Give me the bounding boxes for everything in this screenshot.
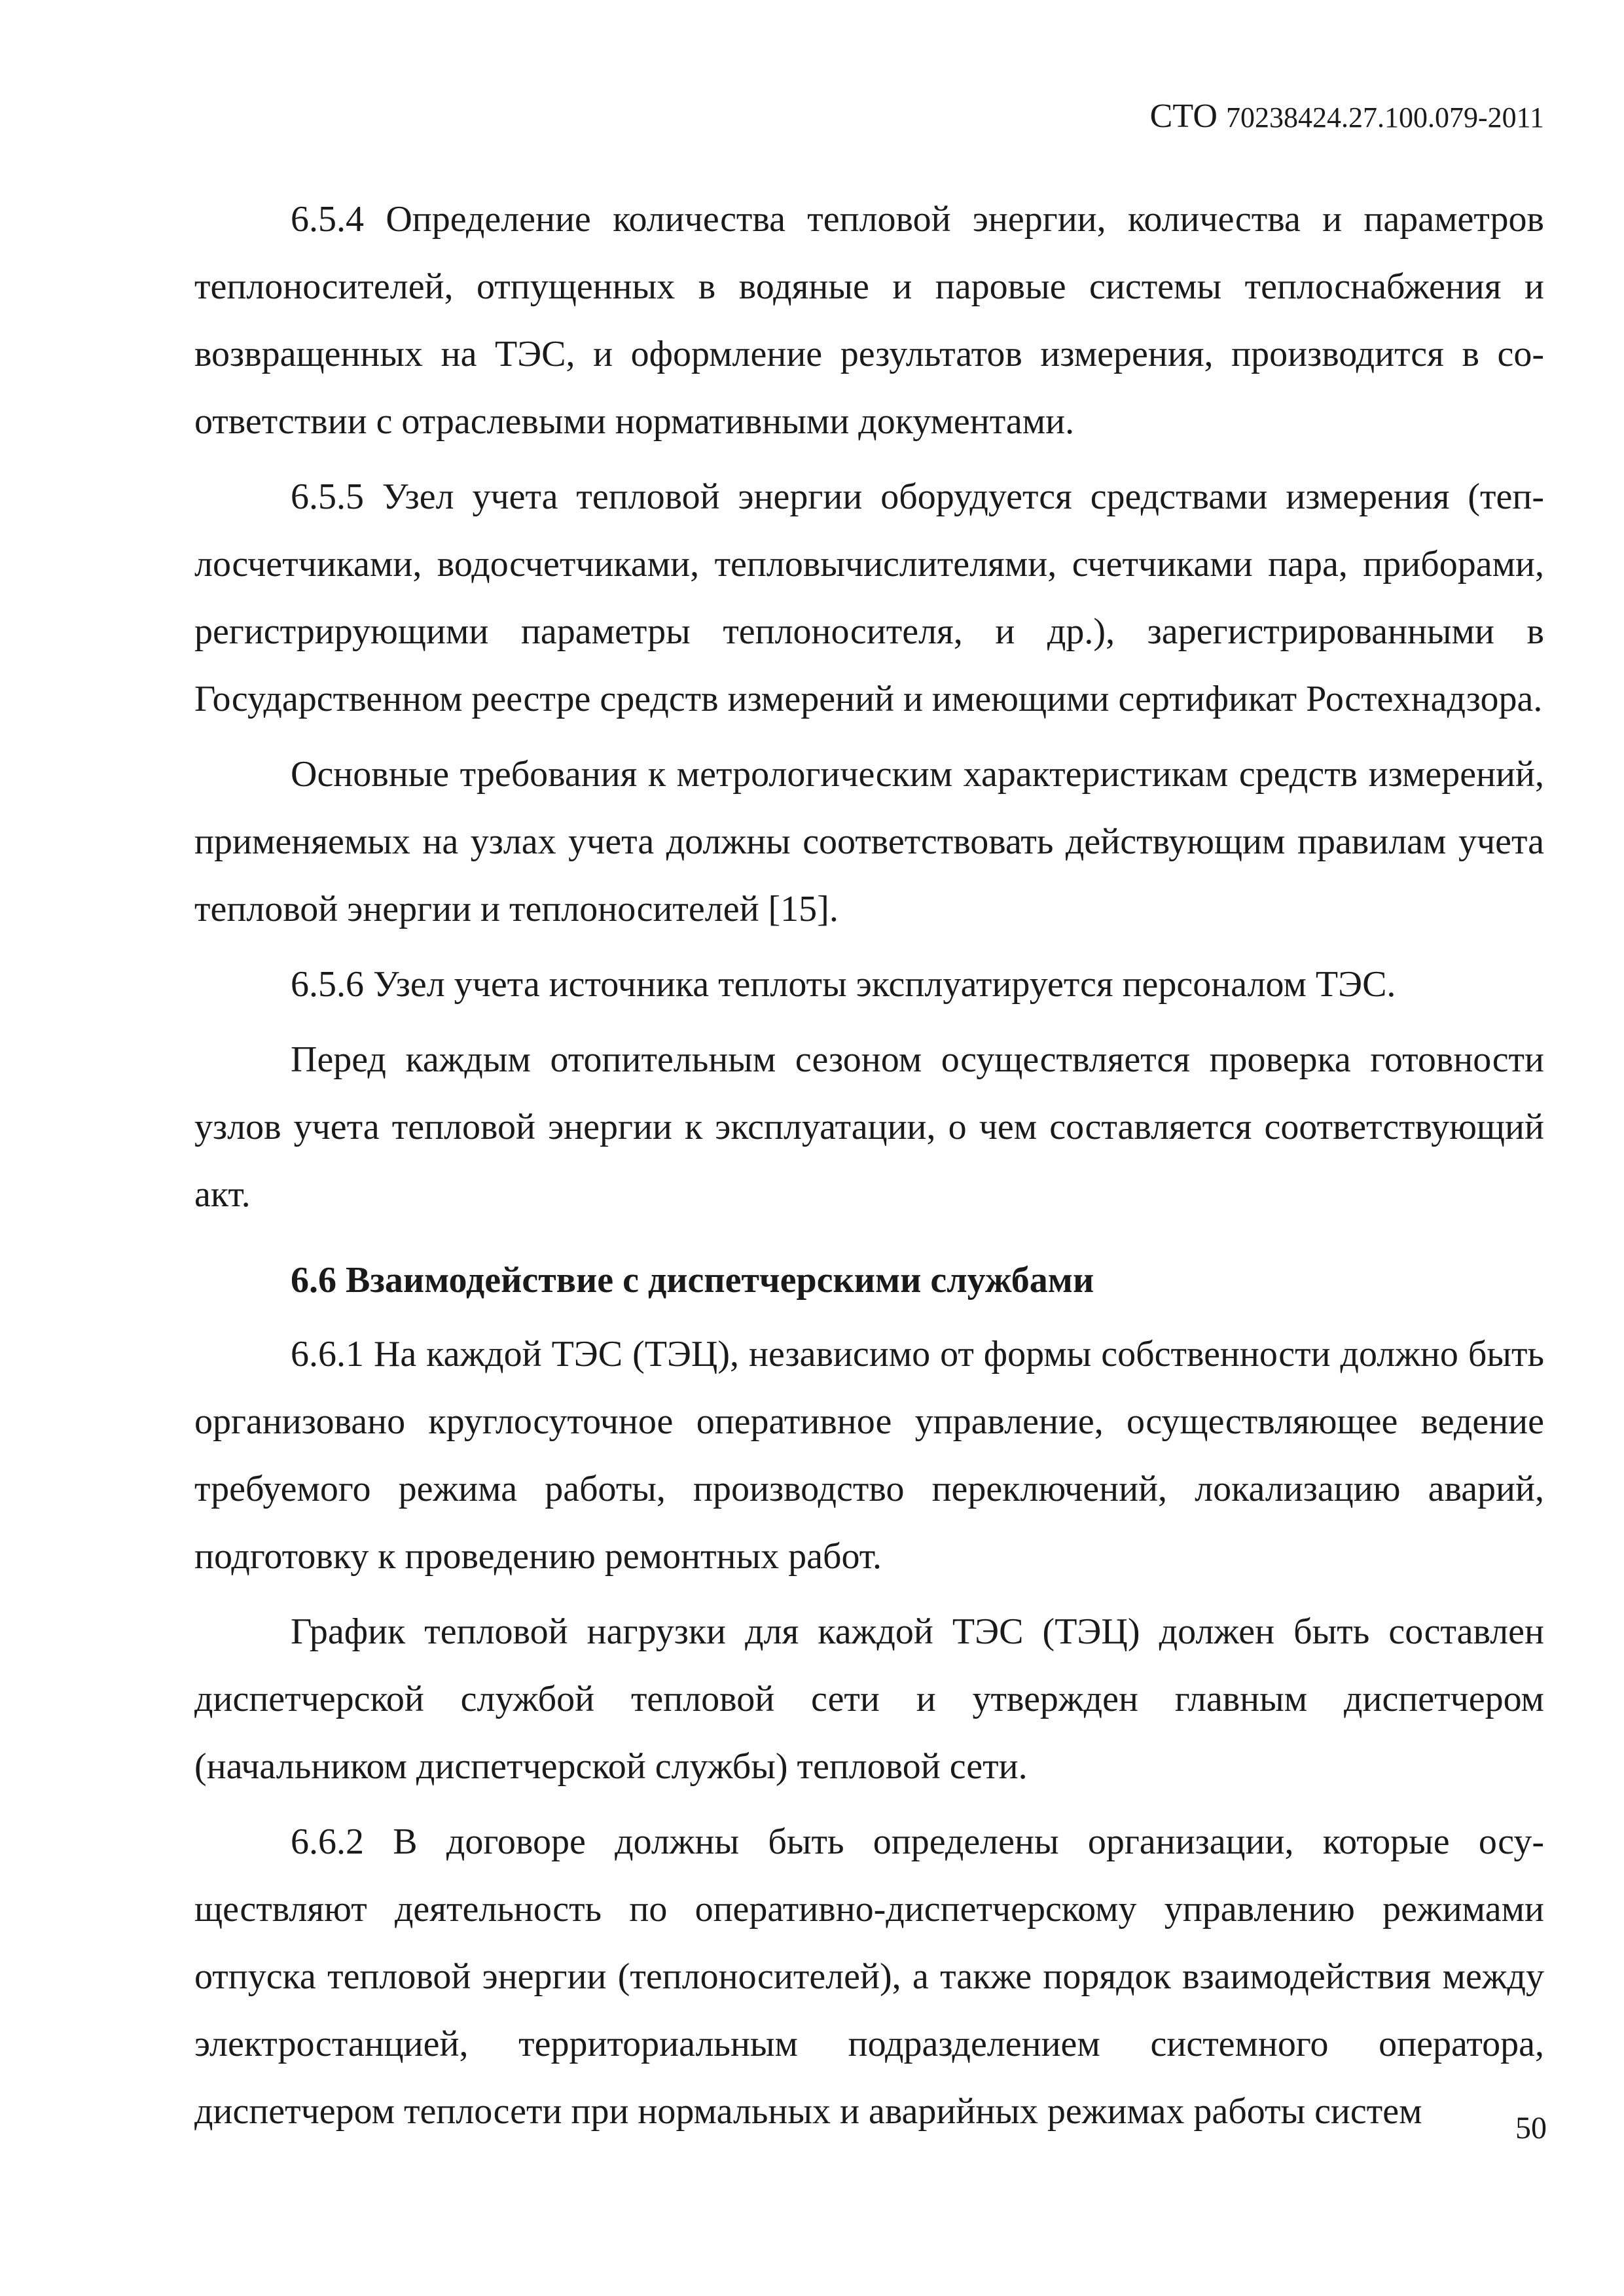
document-code bbox=[1150, 99, 1544, 134]
paragraph-6-6-1: 6.6.1 На каждой ТЭС (ТЭЦ), независимо от формы собственности должно быть организовано круглосуточное оперативное управление, осуществляющее ведение требуемого режима работы, производство переключений, локализацию аварий, подготовку к проведению ремонтных работ. bbox=[194, 1334, 1544, 1577]
document-code-prefix: СТО bbox=[1149, 98, 1218, 135]
section-heading-6-6: 6.6 Взаимодействие с диспетчерскими службами bbox=[291, 1260, 1094, 1300]
paragraph-6-5-5: 6.5.5 Узел учета тепловой энергии оборудуется средствами измерения (теплосчетчиками, водосчетчиками, тепловычислителями, счетчиками пара, приборами, регистрирующими параметры теплоносителя, и др.), зарегистрированными в Государственном реестре средств измерений и имеющими сертификат Ростехнадзора. bbox=[194, 476, 1544, 719]
document-body bbox=[194, 186, 1544, 2153]
paragraph-6-6-2: 6.6.2 В договоре должны быть определены организации, которые осуществляют деятельность по оперативно-диспетчерскому управлению режимами отпуска тепловой энергии (теплоносителей), а также порядок взаимодействия между электростанцией, территориальным подразделением системного оператора, диспетчером теплосети при нормальных и аварийных режимах работы систем bbox=[194, 1821, 1544, 2132]
paragraph-metrology-requirements: Основные требования к метрологическим характеристикам средств измерений, применяемых на узлах учета должны соответствовать действующим правилам учета тепловой энергии и теплоносителей [15]. bbox=[194, 754, 1544, 929]
paragraph-readiness-check: Перед каждым отопительным сезоном осуществляется проверка готовности узлов учета тепловой энергии к эксплуатации, о чем составляется соответствующий акт. bbox=[194, 1039, 1544, 1215]
page-number: 50 bbox=[1515, 2111, 1547, 2145]
paragraph-6-5-4: 6.5.4 Определение количества тепловой энергии, количества и параметров теплоносителей, отпущенных в водяные и паровые системы теплоснабжения и возвращенных на ТЭС, и оформление результатов измерения, производится в соответствии с отраслевыми нормативными документами. bbox=[194, 199, 1544, 442]
paragraph-heat-load-schedule: График тепловой нагрузки для каждой ТЭС (ТЭЦ) должен быть составлен диспетчерской службой тепловой сети и утвержден главным диспетчером (начальником диспетчерской службы) тепловой сети. bbox=[194, 1611, 1544, 1787]
document-code-number: 70238424.27.100.079-2011 bbox=[1225, 101, 1544, 134]
paragraph-6-5-6: 6.5.6 Узел учета источника теплоты эксплуатируется персоналом ТЭС. bbox=[291, 964, 1396, 1005]
